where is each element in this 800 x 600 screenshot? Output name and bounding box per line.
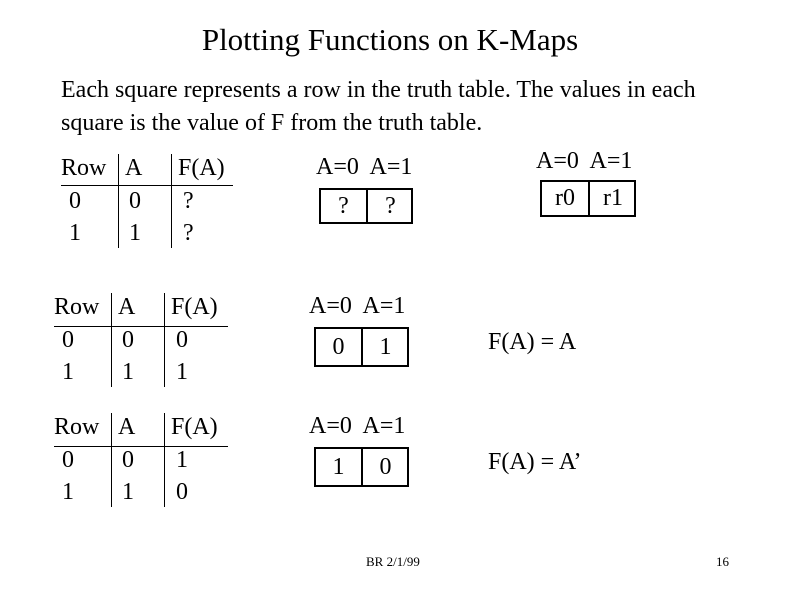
kmap	[536, 148, 656, 223]
a-cell: 0	[129, 188, 141, 214]
formula-f-equals-a-complement: F(A) = A’	[488, 449, 582, 475]
header-underline	[54, 326, 228, 327]
column-divider	[164, 293, 165, 387]
a-cell: 1	[122, 479, 134, 505]
header-f: F(A)	[171, 294, 218, 320]
header-row: Row	[61, 155, 107, 181]
truth-table	[54, 293, 234, 388]
row-cell: 1	[62, 479, 74, 505]
row-cell: 0	[69, 188, 81, 214]
header-a: A	[118, 414, 136, 440]
kmap-header: A=0 A=1	[309, 293, 406, 319]
column-divider	[111, 413, 112, 507]
header-a: A	[125, 155, 143, 181]
header-a: A	[118, 294, 136, 320]
f-cell: 1	[176, 447, 188, 473]
a-cell: 0	[122, 327, 134, 353]
kmap	[309, 293, 429, 373]
column-divider	[171, 154, 172, 248]
kmap-header: A=0 A=1	[309, 413, 406, 439]
kmap-cell-a0: 1	[332, 454, 345, 480]
header-f: F(A)	[171, 414, 218, 440]
kmap-grid	[319, 188, 413, 224]
footer-date: BR 2/1/99	[366, 554, 420, 569]
a-cell: 1	[122, 359, 134, 385]
row-cell: 0	[62, 447, 74, 473]
f-cell: 1	[176, 359, 188, 385]
column-divider	[118, 154, 119, 248]
header-underline	[54, 446, 228, 447]
row-cell: 0	[62, 327, 74, 353]
kmap-header: A=0 A=1	[536, 148, 633, 174]
kmap	[316, 154, 436, 229]
kmap-cell-a0: r0	[555, 185, 575, 211]
header-underline	[61, 185, 233, 186]
formula-f-equals-a: F(A) = A	[488, 329, 577, 355]
f-cell: ?	[183, 188, 194, 214]
kmap-header: A=0 A=1	[316, 154, 413, 180]
kmap-cell-a1: r1	[603, 185, 623, 211]
header-f: F(A)	[178, 155, 225, 181]
truth-table	[61, 154, 241, 249]
kmap-cell-a0: ?	[338, 193, 349, 219]
f-cell: 0	[176, 479, 188, 505]
intro-text: Each square represents a row in the truth table. The values in each square is the value of F from the truth table.	[61, 77, 696, 136]
kmap-cell-a0: 0	[332, 334, 345, 360]
header-row: Row	[54, 294, 100, 320]
column-divider	[164, 413, 165, 507]
column-divider	[111, 293, 112, 387]
kmap-grid	[540, 180, 636, 217]
kmap-grid	[314, 447, 409, 487]
slide-title: Plotting Functions on K-Maps	[201, 22, 579, 57]
header-row: Row	[54, 414, 100, 440]
kmap-cell-a1: 1	[379, 334, 392, 360]
kmap-grid	[314, 327, 409, 367]
kmap-cell-a1: ?	[385, 193, 396, 219]
a-cell: 0	[122, 447, 134, 473]
page-number: 16	[716, 554, 729, 569]
truth-table	[54, 413, 234, 508]
f-cell: 0	[176, 327, 188, 353]
f-cell: ?	[183, 220, 194, 246]
row-cell: 1	[69, 220, 81, 246]
row-cell: 1	[62, 359, 74, 385]
kmap-cell-a1: 0	[379, 454, 392, 480]
a-cell: 1	[129, 220, 141, 246]
kmap	[309, 413, 429, 493]
